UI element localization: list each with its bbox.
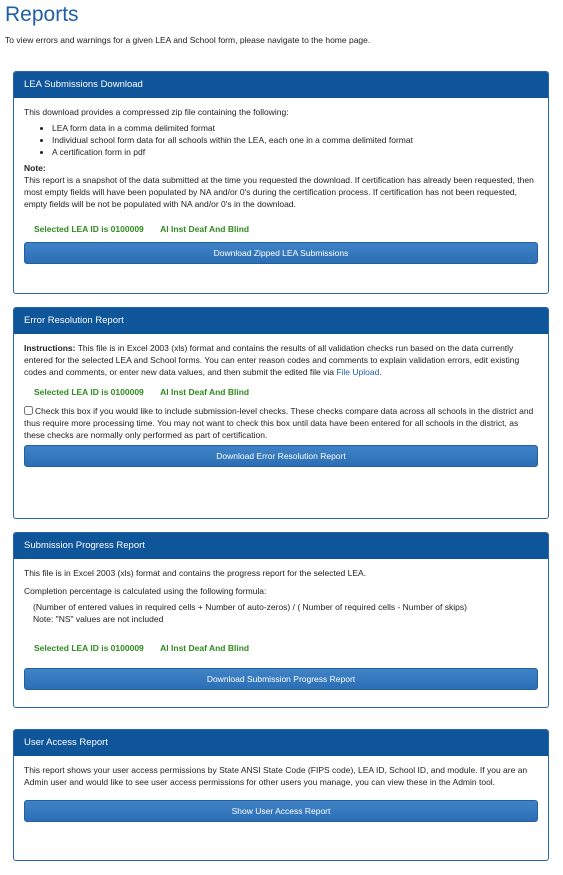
submission-progress-header: Submission Progress Report [14,533,548,559]
download-zipped-lea-button[interactable]: Download Zipped LEA Submissions [24,242,538,264]
lea-submissions-header: LEA Submissions Download [14,72,548,98]
instructions-label: Instructions: [24,343,76,353]
selected-lea-info [34,223,538,235]
error-resolution-header: Error Resolution Report [14,308,548,334]
list-item: • A certification form in pdf [52,146,538,158]
user-access-text: This report shows your user access permissions by State ANSI State Code (FIPS code), LEA ID, School ID, and module. If you are an Admin user and would like to see user access permissions for other users you manage, you can view these in the Admin tool. [24,765,528,788]
selected-lea-name: Al Inst Deaf And Blind [160,387,250,398]
selected-lea-info [34,642,538,654]
selected-lea-name: Al Inst Deaf And Blind [160,223,250,234]
lea-download-intro: This download provides a compressed zip file containing the following: [24,107,289,117]
error-instructions [24,342,538,378]
user-access-header: User Access Report [14,730,548,756]
selected-lea-name: Al Inst Deaf And Blind [160,643,250,654]
completion-formula-intro: Completion percentage is calculated using the following formula: [24,586,267,597]
note-text: This report is a snapshot of the data submitted at the time you requested the download. If certification has already been requested, then most empty fields will have been populated by NA and/or 0's during the certification process. If certification has not been requested, empty fields will be not be populated with NA and/or 0's in the download. [24,175,534,210]
selected-lea-id: Selected LEA ID is 0100009 [34,643,144,654]
submission-level-checkbox-label: Check this box if you would like to include submission-level checks. These checks compare data across all schools in the district and thus require more processing time. You may not want to check this box until data have been entered for all schools in the district, as these checks are normally only performed as part of certification. [24,406,534,441]
show-user-access-button[interactable]: Show User Access Report [24,800,538,822]
user-access-panel [13,729,549,861]
formula-text: (Number of entered values in required cells + Number of auto-zeros) / ( Number of required cells - Number of skips) [33,602,467,613]
instructions-text: This file is in Excel 2003 (xls) format and contains the results of all validation checks run based on the data currently entered for the selected LEA and School forms. You can enter reason codes and comments to explain validation errors, edit existing codes and comments, or enter new data values, and then submit the edited file via [24,343,520,378]
note-title: Note: [24,163,46,174]
list-item: • Individual school form data for all schools within the LEA, each one in a comma delimited format [52,134,538,146]
instructions-end: . [379,367,382,378]
submission-progress-panel [13,532,549,708]
lea-contents-list [24,122,538,158]
page-title: Reports [5,3,79,26]
page-subtitle: To view errors and warnings for a given LEA and School form, please navigate to the home page. [5,35,371,45]
progress-intro: This file is in Excel 2003 (xls) format and contains the progress report for the selected LEA. [24,568,367,578]
completion-formula [24,601,538,625]
submission-level-checkbox[interactable] [24,406,33,415]
download-progress-report-button[interactable]: Download Submission Progress Report [24,668,538,690]
submission-level-checks-row [24,405,538,441]
selected-lea-info [34,386,538,398]
formula-note: Note: "NS" values are not included [33,614,164,625]
selected-lea-id: Selected LEA ID is 0100009 [34,223,144,234]
download-error-resolution-button[interactable]: Download Error Resolution Report [24,445,538,467]
lea-submissions-panel [13,71,549,294]
error-resolution-panel [13,307,549,519]
list-item: • LEA form data in a comma delimited format [52,122,538,134]
file-upload-link[interactable]: File Upload [336,367,380,378]
selected-lea-id: Selected LEA ID is 0100009 [34,387,144,398]
